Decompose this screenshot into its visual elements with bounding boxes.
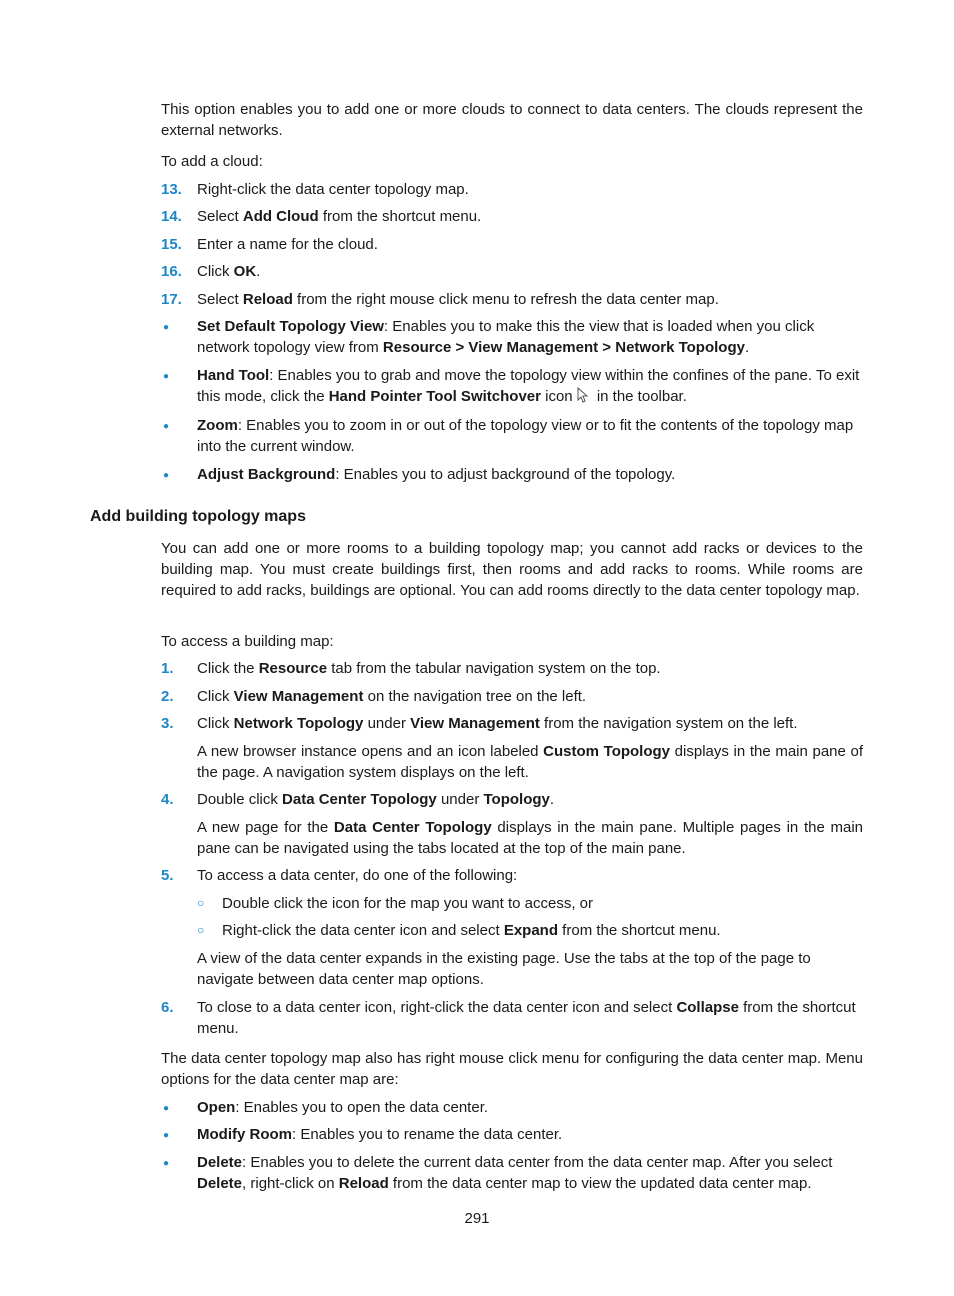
- bullet-icon: ●: [163, 470, 170, 481]
- section-paragraph: You can add one or more rooms to a building topology map; you cannot add racks or devices to the building map. You must create buildings first, then rooms and add racks to rooms. While rooms are required to add racks, buildings are optional. You can add rooms directly to the data center topology map.: [161, 540, 863, 599]
- step-text: Right-click the data center topology map.: [197, 181, 469, 198]
- step-text: Click View Management on the navigation tree on the left.: [197, 688, 587, 705]
- step-number: 1.: [161, 660, 174, 677]
- bullet-item: Hand Tool: Enables you to grab and move the topology view within the confines of the pane. To exit this mode, click the Hand Pointer Tool Switchover icon in the toolbar.: [197, 367, 860, 405]
- step-number: 5.: [161, 867, 174, 884]
- step-number: 13.: [161, 181, 182, 198]
- step-number: 17.: [161, 291, 182, 308]
- bullet-item: Modify Room: Enables you to rename the data center.: [197, 1126, 563, 1143]
- section-heading: Add building topology maps: [90, 508, 306, 525]
- hand-pointer-icon: [576, 387, 590, 403]
- step-number: 15.: [161, 236, 182, 253]
- bullet-icon: ●: [163, 322, 170, 333]
- step-number: 4.: [161, 791, 174, 808]
- bullet-icon: ●: [163, 1103, 170, 1114]
- step-number: 2.: [161, 688, 174, 705]
- building-map-lead: To access a building map:: [161, 633, 334, 650]
- bullet-item: Set Default Topology View: Enables you to make this the view that is loaded when you click network topology view from Resource > View Management > Network Topology.: [197, 318, 815, 356]
- step-text: Double click Data Center Topology under Topology.: [197, 791, 555, 808]
- bullet-item: Delete: Enables you to delete the current data center from the data center map. After you select Delete, right-click on Reload from the data center map to view the updated data center map.: [197, 1154, 833, 1192]
- bullet-icon: ●: [163, 1158, 170, 1169]
- closing-paragraph: The data center topology map also has right mouse click menu for configuring the data center map. Menu options for the data center map are:: [161, 1050, 863, 1088]
- step-text: Select Add Cloud from the shortcut menu.: [197, 208, 482, 225]
- page-number: 291: [464, 1210, 490, 1227]
- step-note: A view of the data center expands in the existing page. Use the tabs at the top of the page to navigate between data center map options.: [197, 950, 811, 988]
- circle-bullet-icon: ○: [197, 923, 205, 937]
- step-text: To access a data center, do one of the following:: [197, 867, 518, 884]
- add-cloud-lead: To add a cloud:: [161, 153, 263, 170]
- bullet-icon: ●: [163, 421, 170, 432]
- step-text: Enter a name for the cloud.: [197, 236, 378, 253]
- step-number: 14.: [161, 208, 182, 225]
- bullet-item: Adjust Background: Enables you to adjust background of the topology.: [197, 466, 676, 483]
- step-text: To close to a data center icon, right-click the data center icon and select Collapse from the shortcut menu.: [197, 999, 856, 1037]
- step-number: 6.: [161, 999, 174, 1016]
- intro-paragraph: This option enables you to add one or more clouds to connect to data centers. The clouds represent the external networks.: [161, 101, 863, 139]
- step-note: A new browser instance opens and an icon labeled Custom Topology displays in the main pane of the page. A navigation system displays on the left.: [197, 743, 863, 781]
- step-text: Click Network Topology under View Management from the navigation system on the left.: [197, 715, 798, 732]
- bullet-icon: ●: [163, 371, 170, 382]
- circle-bullet-icon: ○: [197, 896, 205, 910]
- step-note: A new page for the Data Center Topology displays in the main pane. Multiple pages in the main pane can be navigated using the tabs located at the top of the main pane.: [197, 819, 864, 857]
- step-text: Click OK.: [197, 263, 261, 280]
- sub-item: Right-click the data center icon and select Expand from the shortcut menu.: [222, 922, 721, 939]
- step-text: Click the Resource tab from the tabular navigation system on the top.: [197, 660, 661, 677]
- sub-item: Double click the icon for the map you want to access, or: [222, 895, 594, 912]
- bullet-item: Open: Enables you to open the data center.: [197, 1099, 489, 1116]
- step-number: 3.: [161, 715, 174, 732]
- bullet-item: Zoom: Enables you to zoom in or out of the topology view or to fit the contents of the topology map into the current window.: [197, 417, 854, 455]
- step-number: 16.: [161, 263, 182, 280]
- bullet-icon: ●: [163, 1130, 170, 1141]
- step-text: Select Reload from the right mouse click menu to refresh the data center map.: [197, 291, 719, 308]
